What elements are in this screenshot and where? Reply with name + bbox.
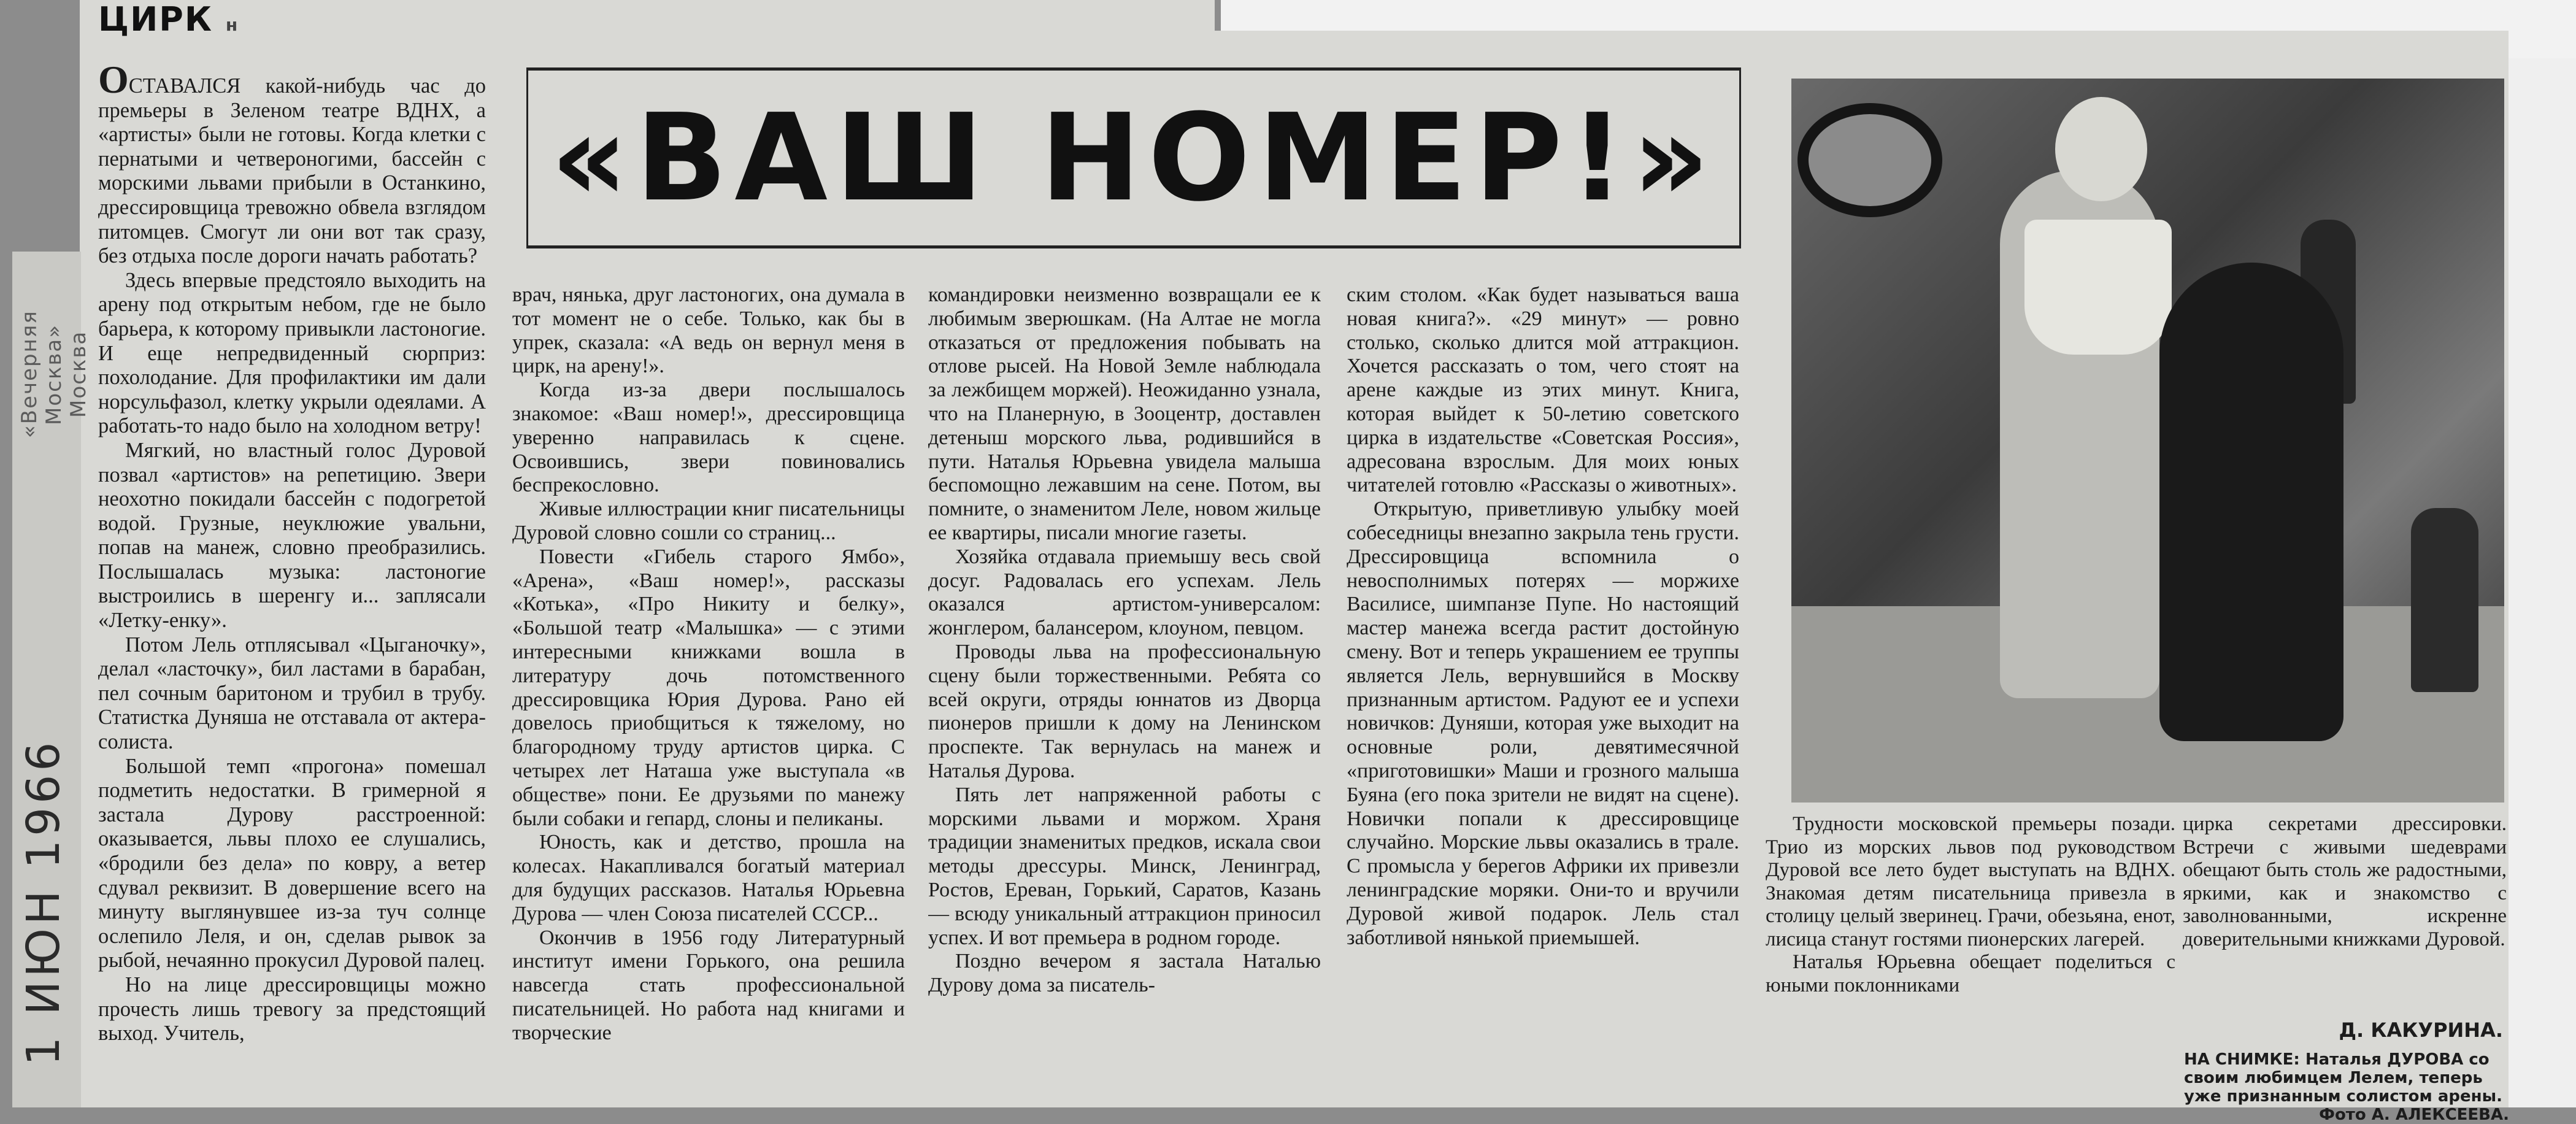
paragraph (928, 783, 1321, 950)
headline: «ВАШ НОМЕР!» (550, 88, 1717, 228)
paragraph (1347, 283, 1739, 498)
article-column-5 (1766, 813, 2175, 1083)
article-column-3 (928, 283, 1321, 1069)
paragraph (1347, 498, 1739, 950)
headline-frame (526, 67, 1741, 248)
paragraph (928, 950, 1321, 998)
paragraph-text: Хозяйка отдавала приемышу весь свой досуг. Радовалась его успехам. Лель оказался артистом-универсалом: жонглером, балансером, клоуном, певцом. (928, 545, 1321, 640)
paragraph-text: врач, нянька, друг ластоногих, она думала в тот момент не о себе. Только, как бы в упрек, сказала: «А ведь он вернул меня в цирк, на арену!». (512, 283, 905, 378)
paragraph-text: СТАВАЛСЯ какой-нибудь час до премьеры в Зеленом театре ВДНХ, а «артисты» были не готовы. Когда клетки с пернатыми и четвероногими, бассейн с морскими львами прибыли в Останкино, дрессировщица тревожно обвела взглядом питомцев. Смогут ли они вот так сразу, без отдыха после дороги начать работать? (98, 74, 486, 268)
article-column-2 (512, 283, 905, 1069)
paragraph-text: Юность, как и детство, прошла на колесах. Накапливался богатый материал для будущих рассказов. Наталья Юрьевна Дурова — член Союза писателей СССР... (512, 831, 905, 925)
rubric-label: ЦИРК (98, 0, 213, 39)
article-column-4 (1347, 283, 1739, 1069)
paragraph-text: Когда из-за двери послышалось знакомое: «Ваш номер!», дрессировщица уверенно направилась к сцене. Освоившись, звери повиновались беспрекословно. (512, 379, 905, 497)
paragraph (98, 64, 486, 269)
paragraph (512, 926, 905, 1045)
paragraph-text: Большой темп «прогона» помешал подметить недостатки. В гримерной я застала Дурову расстроенной: оказывается, львы плохо ее слушались, «бродили без дела» по ковру, а ветер сдувал реквизит. В довершение всего на минуту выглянувшее из-за туч солнце ослепило Леля, и он, сделав рывок за рыбой, нечаянно прокусил Дуровой палец. (98, 754, 486, 972)
photo-credit: Фото А. АЛЕКСЕЕВА. (2319, 1106, 2509, 1124)
photo-backdrop-eye (1797, 103, 1942, 217)
photo-musician (2411, 508, 2478, 692)
paragraph-text: цирка секретами дрессировки. Встречи с живыми шедеврами обещают быть столь же радостными, яркими, как и знакомство с заволнованными, искренне доверительными книжками Дуровой. (2183, 813, 2507, 950)
paragraph (98, 269, 486, 439)
paragraph-text: Живые иллюстрации книг писательницы Дуровой словно сошли со страниц... (512, 498, 905, 544)
rubric (98, 0, 282, 37)
paragraph-text: Пять лет напряженной работы с морскими львами и моржом. Храня традиции знаменитых предков, искала свои методы дрессуры. Минск, Ленинград, Ростов, Ереван, Горький, Саратов, Казань — всюду уникальный аттракцион приносил успех. И вот премьера в родном городе. (928, 783, 1321, 949)
paragraph (2183, 813, 2507, 951)
paragraph (1766, 813, 2175, 951)
photo-trainer-head (2055, 97, 2147, 201)
paragraph (928, 641, 1321, 783)
paragraph (1766, 951, 2175, 997)
paragraph-text: Поздно вечером я застала Наталью Дурову дома за писатель- (928, 950, 1321, 997)
article-column-6 (2183, 813, 2507, 1015)
paragraph-text: Потом Лель отплясывал «Цыганочку», делал «ласточку», бил ластами в барабан, пел сочным баритоном и трубил в трубу. Статистка Дуняша не отставала от актера-солиста. (98, 633, 486, 754)
paragraph-text: командировки неизменно возвращали ее к любимым зверюшкам. (На Алтае не могла отказаться от предложения побывать на отлове рысей. На Новой Земле наблюдала за лежбищем моржей). Неожиданно узнала, что на Планерную, в Зооцентр, доставлен детеныш морского льва, родившийся в пути. Наталья Юрьевна увидела малыша беспомощно лежавшим на сене. Потом, вы помните, о знаменитом Леле, новом жильце ее квартиры, писали многие газеты. (928, 283, 1321, 544)
paragraph (98, 633, 486, 755)
background-white-right (2509, 58, 2576, 1107)
paragraph-text: Проводы льва на профессиональную сцену были торжественными. Ребята со всей округи, отряды юннатов из Дворца пионеров пришли к дому на Ленинском проспекте. Так вернулась на манеж и Наталья Дурова. (928, 640, 1321, 782)
date-stamp: 1 ИЮН 1966 (17, 738, 70, 1066)
paragraph-text: Повести «Гибель старого Ямбо», «Арена», «Ваш номер!», рассказы «Котька», «Про Никиту и белку», «Большой театр «Малышка» — с этими интересными книжками вошла в литературу дочь потомственного дрессировщика Юрия Дурова. Рано ей довелось приобщиться к тяжелому, но благородному труду артистов цирка. С четырех лет Наташа уже выступала «в обществе» пони. Ее друзьями по манежу были собаки и гепард, слоны и пеликаны. (512, 545, 905, 830)
source-stamp: «Вечерняя Москва» Москва (17, 310, 91, 439)
caption-text: НА СНИМКЕ: Наталья ДУРОВА со своим любимцем Лелем, теперь уже признанным солистом арены. (2184, 1050, 2502, 1106)
photo-bowl (2024, 220, 2172, 355)
paragraph-text: ским столом. «Как будет называться ваша новая книга?». «29 минут» — ровно столько, сколько длится мой аттракцион. Хочется рассказать о том, чего стоят на арене каждые из этих минут. Книга, которая выйдет к 50-летию советского цирка в издательстве «Советская Россия», адресована взрослым. Для моих юных читателей готовлю «Рассказы о животных». (1347, 283, 1739, 497)
paragraph-text: Окончив в 1956 году Литературный институт имени Горького, она решила навсегда стать профессиональной писательницей. Но работа над книгами и творческие (512, 926, 905, 1044)
paragraph (512, 379, 905, 498)
paragraph-text: Но на лице дрессировщицы можно прочесть лишь тревогу за предстоящий выход. Учитель, (98, 972, 486, 1045)
paragraph-text: Трудности московской премьеры позади. Трио из морских львов под руководством Дуровой все лето будет выступать на ВДНХ. Знакомая детям писательница привезла в столицу целый зверинец. Грачи, обезьяна, енот, лисица станут гостями пионерских лагерей. (1766, 813, 2175, 950)
paragraph-text: Мягкий, но властный голос Дуровой позвал «артистов» на репетицию. Звери неохотно покидали бассейн с подогретой водой. Грузные, неуклюжие увальни, попав на манеж, словно преобразились. Послышалась музыка: ластоногие выстроились в шеренгу и... заплясали «Летку-енку». (98, 438, 486, 633)
paragraph-text: Открытую, приветливую улыбку моей собеседницы внезапно закрыла тень грусти. Дрессировщица вспомнила о невосполнимых потерях — моржихе Василисе, шимпанзе Пупе. Но настоящий мастер манежа всегда растит достойную смену. Вот и теперь украшением ее труппы является Лель, вернувшийся в Москву признанным артистом. Радуют ее и успехи новичков: Дуняши, которая уже выходит на основные роли, девятимесячной «приготовишки» Маши и грозного малыша Буяна (его пока зрители не видят на сцене). Новички попали к дрессировщице случайно. Морские львы оказались в трале. С промысла у берегов Африки их привезли ленинградские моряки. Они-то и вручили Дуровой живой подарок. Лель стал заботливой нянькой приемышей. (1347, 498, 1739, 949)
paragraph (512, 545, 905, 831)
paragraph (512, 831, 905, 926)
paragraph (98, 755, 486, 973)
paragraph (98, 973, 486, 1046)
photo-sea-lion (2159, 263, 2343, 741)
paragraph-text: Наталья Юрьевна обещает поделиться с юными поклонниками (1766, 951, 2175, 996)
paragraph (512, 283, 905, 379)
article-column-1 (98, 64, 486, 1077)
author-signature: Д. КАКУРИНА. (2339, 1018, 2503, 1042)
paragraph (98, 439, 486, 633)
paragraph (928, 283, 1321, 545)
rubric-rest: н (225, 15, 239, 35)
article-photo (1791, 79, 2504, 803)
photo-caption (2184, 1050, 2509, 1124)
drop-cap: О (98, 64, 129, 101)
paragraph (512, 498, 905, 545)
paragraph-text: Здесь впервые предстояло выходить на арену под открытым небом, где не было барьера, к которому привыкли ластоногие. И еще непредвиденный сюрприз: похолодание. Для профилактики им дали норсульфазол, клетку укрыли одеялами. А работать-то надо было на холодном ветру! (98, 268, 486, 438)
paragraph (928, 545, 1321, 641)
